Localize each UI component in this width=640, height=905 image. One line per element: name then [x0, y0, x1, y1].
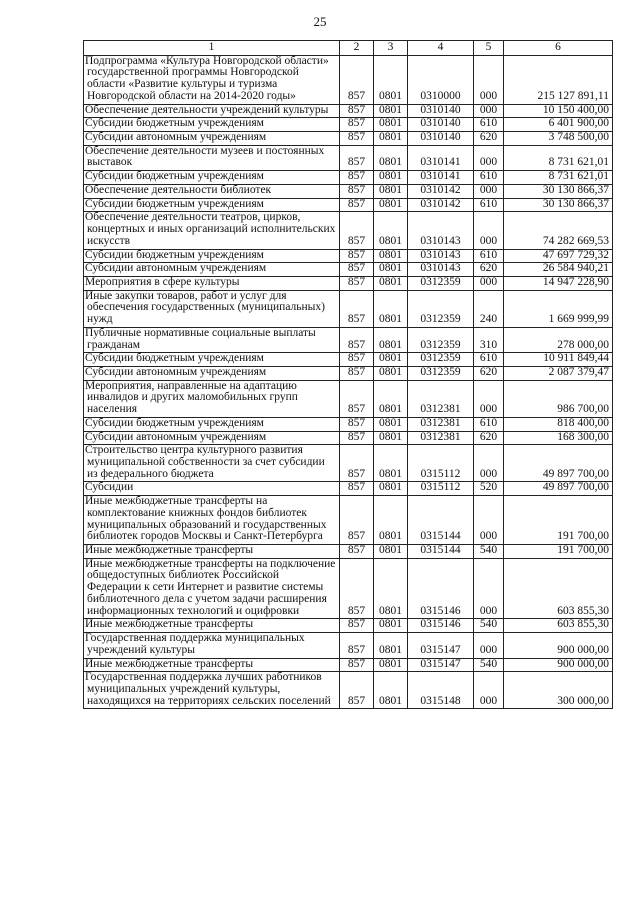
section-code-cell: 0801	[374, 118, 408, 132]
ministry-code-cell: 857	[340, 132, 374, 146]
expense-type-cell: 000	[474, 672, 504, 709]
amount-cell: 191 700,00	[504, 545, 613, 559]
target-article-cell: 0312359	[408, 290, 474, 327]
section-code-cell: 0801	[374, 482, 408, 496]
table-row	[84, 171, 613, 185]
table-row	[84, 658, 613, 672]
target-article-cell: 0310142	[408, 198, 474, 212]
ministry-code-cell: 857	[340, 417, 374, 431]
expense-type-cell: 620	[474, 132, 504, 146]
section-code-cell: 0801	[374, 104, 408, 118]
expense-type-cell: 610	[474, 118, 504, 132]
column-header: 2	[340, 41, 374, 56]
ministry-code-cell: 857	[340, 619, 374, 633]
section-code-cell: 0801	[374, 353, 408, 367]
section-code-cell: 0801	[374, 545, 408, 559]
amount-cell: 818 400,00	[504, 417, 613, 431]
target-article-cell: 0310141	[408, 145, 474, 170]
amount-cell: 168 300,00	[504, 431, 613, 445]
expense-name-cell: Обеспечение деятельности библиотек	[84, 184, 340, 198]
section-code-cell: 0801	[374, 290, 408, 327]
table-row	[84, 132, 613, 146]
section-code-cell: 0801	[374, 55, 408, 104]
section-code-cell: 0801	[374, 558, 408, 619]
ministry-code-cell: 857	[340, 118, 374, 132]
amount-cell: 278 000,00	[504, 327, 613, 352]
expense-type-cell: 610	[474, 353, 504, 367]
table-row	[84, 366, 613, 380]
section-code-cell: 0801	[374, 171, 408, 185]
expense-name-cell: Обеспечение деятельности учреждений культуры	[84, 104, 340, 118]
ministry-code-cell: 857	[340, 198, 374, 212]
expense-type-cell: 610	[474, 198, 504, 212]
expense-type-cell: 000	[474, 212, 504, 249]
amount-cell: 191 700,00	[504, 496, 613, 545]
target-article-cell: 0312359	[408, 353, 474, 367]
ministry-code-cell: 857	[340, 366, 374, 380]
amount-cell: 49 897 700,00	[504, 482, 613, 496]
amount-cell: 74 282 669,53	[504, 212, 613, 249]
section-code-cell: 0801	[374, 263, 408, 277]
expense-name-cell: Строительство центра культурного развития муниципальной собственности за счет субсидии из федерального бюджета	[84, 445, 340, 482]
amount-cell: 49 897 700,00	[504, 445, 613, 482]
section-code-cell: 0801	[374, 132, 408, 146]
amount-cell: 603 855,30	[504, 558, 613, 619]
column-header: 4	[408, 41, 474, 56]
target-article-cell: 0310140	[408, 118, 474, 132]
section-code-cell: 0801	[374, 212, 408, 249]
expense-name-cell: Обеспечение деятельности музеев и постоянных выставок	[84, 145, 340, 170]
ministry-code-cell: 857	[340, 145, 374, 170]
amount-cell: 900 000,00	[504, 658, 613, 672]
section-code-cell: 0801	[374, 249, 408, 263]
expense-type-cell: 000	[474, 184, 504, 198]
expense-name-cell: Обеспечение деятельности театров, цирков, концертных и иных организаций исполнительских искусств	[84, 212, 340, 249]
target-article-cell: 0310143	[408, 249, 474, 263]
section-code-cell: 0801	[374, 184, 408, 198]
expense-name-cell: Иные межбюджетные трансферты	[84, 619, 340, 633]
section-code-cell: 0801	[374, 658, 408, 672]
table-row	[84, 184, 613, 198]
table-row	[84, 353, 613, 367]
ministry-code-cell: 857	[340, 327, 374, 352]
amount-cell: 14 947 228,90	[504, 276, 613, 290]
expense-type-cell: 000	[474, 633, 504, 658]
target-article-cell: 0315112	[408, 445, 474, 482]
target-article-cell: 0315144	[408, 496, 474, 545]
table-row	[84, 431, 613, 445]
amount-cell: 986 700,00	[504, 380, 613, 417]
section-code-cell: 0801	[374, 145, 408, 170]
target-article-cell: 0312381	[408, 380, 474, 417]
ministry-code-cell: 857	[340, 672, 374, 709]
expense-name-cell: Публичные нормативные социальные выплаты гражданам	[84, 327, 340, 352]
expense-type-cell: 540	[474, 658, 504, 672]
ministry-code-cell: 857	[340, 290, 374, 327]
expense-name-cell: Мероприятия, направленные на адаптацию инвалидов и других маломобильных групп населения	[84, 380, 340, 417]
ministry-code-cell: 857	[340, 445, 374, 482]
section-code-cell: 0801	[374, 619, 408, 633]
section-code-cell: 0801	[374, 327, 408, 352]
table-row	[84, 118, 613, 132]
ministry-code-cell: 857	[340, 212, 374, 249]
table-row	[84, 249, 613, 263]
expense-type-cell: 540	[474, 545, 504, 559]
amount-cell: 10 911 849,44	[504, 353, 613, 367]
amount-cell: 3 748 500,00	[504, 132, 613, 146]
table-row	[84, 212, 613, 249]
section-code-cell: 0801	[374, 198, 408, 212]
amount-cell: 215 127 891,11	[504, 55, 613, 104]
table-row	[84, 55, 613, 104]
column-header: 6	[504, 41, 613, 56]
target-article-cell: 0310000	[408, 55, 474, 104]
amount-cell: 30 130 866,37	[504, 198, 613, 212]
expense-name-cell: Субсидии автономным учреждениям	[84, 366, 340, 380]
target-article-cell: 0315112	[408, 482, 474, 496]
expense-type-cell: 000	[474, 380, 504, 417]
expense-type-cell: 620	[474, 431, 504, 445]
amount-cell: 47 697 729,32	[504, 249, 613, 263]
section-code-cell: 0801	[374, 276, 408, 290]
expense-name-cell: Субсидии бюджетным учреждениям	[84, 417, 340, 431]
expense-type-cell: 000	[474, 558, 504, 619]
target-article-cell: 0315147	[408, 633, 474, 658]
target-article-cell: 0312359	[408, 366, 474, 380]
expense-type-cell: 540	[474, 619, 504, 633]
amount-cell: 1 669 999,99	[504, 290, 613, 327]
amount-cell: 30 130 866,37	[504, 184, 613, 198]
expense-name-cell: Иные межбюджетные трансферты на подключение общедоступных библиотек Российской Федерации к сети Интернет и развитие системы библиотечного дела с учетом задачи расширения информационных технологий и оцифровки	[84, 558, 340, 619]
target-article-cell: 0315148	[408, 672, 474, 709]
expense-type-cell: 000	[474, 445, 504, 482]
amount-cell: 2 087 379,47	[504, 366, 613, 380]
target-article-cell: 0312381	[408, 431, 474, 445]
section-code-cell: 0801	[374, 633, 408, 658]
target-article-cell: 0315146	[408, 619, 474, 633]
expense-name-cell: Мероприятия в сфере культуры	[84, 276, 340, 290]
expense-type-cell: 240	[474, 290, 504, 327]
table-row	[84, 417, 613, 431]
table-row	[84, 104, 613, 118]
amount-cell: 6 401 900,00	[504, 118, 613, 132]
expense-name-cell: Субсидии бюджетным учреждениям	[84, 198, 340, 212]
amount-cell: 8 731 621,01	[504, 171, 613, 185]
table-row	[84, 327, 613, 352]
budget-table	[83, 40, 613, 709]
expense-name-cell: Подпрограмма «Культура Новгородской области» государственной программы Новгородской области «Развитие культуры и туризма Новгородской области на 2014-2020 годы»	[84, 55, 340, 104]
expense-name-cell: Субсидии бюджетным учреждениям	[84, 249, 340, 263]
ministry-code-cell: 857	[340, 482, 374, 496]
target-article-cell: 0310143	[408, 263, 474, 277]
expense-type-cell: 620	[474, 263, 504, 277]
expense-name-cell: Иные закупки товаров, работ и услуг для обеспечения государственных (муниципальных) нужд	[84, 290, 340, 327]
amount-cell: 8 731 621,01	[504, 145, 613, 170]
target-article-cell: 0315144	[408, 545, 474, 559]
ministry-code-cell: 857	[340, 658, 374, 672]
section-code-cell: 0801	[374, 672, 408, 709]
ministry-code-cell: 857	[340, 545, 374, 559]
expense-type-cell: 000	[474, 496, 504, 545]
expense-type-cell: 610	[474, 249, 504, 263]
table-row	[84, 145, 613, 170]
table-row	[84, 672, 613, 709]
ministry-code-cell: 857	[340, 496, 374, 545]
ministry-code-cell: 857	[340, 249, 374, 263]
target-article-cell: 0312359	[408, 276, 474, 290]
expense-type-cell: 000	[474, 104, 504, 118]
target-article-cell: 0310143	[408, 212, 474, 249]
amount-cell: 26 584 940,21	[504, 263, 613, 277]
column-header: 5	[474, 41, 504, 56]
ministry-code-cell: 857	[340, 171, 374, 185]
section-code-cell: 0801	[374, 445, 408, 482]
target-article-cell: 0310141	[408, 171, 474, 185]
target-article-cell: 0315146	[408, 558, 474, 619]
target-article-cell: 0312381	[408, 417, 474, 431]
table-row	[84, 263, 613, 277]
expense-name-cell: Иные межбюджетные трансферты	[84, 545, 340, 559]
page-number: 25	[313, 14, 327, 29]
expense-type-cell: 520	[474, 482, 504, 496]
ministry-code-cell: 857	[340, 633, 374, 658]
expense-type-cell: 610	[474, 171, 504, 185]
table-row	[84, 633, 613, 658]
table-row	[84, 290, 613, 327]
ministry-code-cell: 857	[340, 55, 374, 104]
ministry-code-cell: 857	[340, 104, 374, 118]
ministry-code-cell: 857	[340, 558, 374, 619]
ministry-code-cell: 857	[340, 353, 374, 367]
amount-cell: 300 000,00	[504, 672, 613, 709]
expense-name-cell: Государственная поддержка муниципальных учреждений культуры	[84, 633, 340, 658]
column-number-row	[84, 41, 613, 56]
ministry-code-cell: 857	[340, 276, 374, 290]
expense-name-cell: Иные межбюджетные трансферты	[84, 658, 340, 672]
table-row	[84, 558, 613, 619]
expense-name-cell: Субсидии автономным учреждениям	[84, 132, 340, 146]
expense-name-cell: Субсидии бюджетным учреждениям	[84, 118, 340, 132]
target-article-cell: 0315147	[408, 658, 474, 672]
expense-name-cell: Субсидии бюджетным учреждениям	[84, 353, 340, 367]
expense-type-cell: 610	[474, 417, 504, 431]
table-row	[84, 445, 613, 482]
section-code-cell: 0801	[374, 431, 408, 445]
column-header: 3	[374, 41, 408, 56]
target-article-cell: 0310140	[408, 104, 474, 118]
table-row	[84, 276, 613, 290]
ministry-code-cell: 857	[340, 380, 374, 417]
table-row	[84, 198, 613, 212]
section-code-cell: 0801	[374, 496, 408, 545]
table-row	[84, 380, 613, 417]
section-code-cell: 0801	[374, 366, 408, 380]
amount-cell: 603 855,30	[504, 619, 613, 633]
expense-type-cell: 620	[474, 366, 504, 380]
expense-type-cell: 310	[474, 327, 504, 352]
expense-name-cell: Субсидии	[84, 482, 340, 496]
ministry-code-cell: 857	[340, 184, 374, 198]
expense-type-cell: 000	[474, 55, 504, 104]
expense-name-cell: Субсидии бюджетным учреждениям	[84, 171, 340, 185]
expense-type-cell: 000	[474, 145, 504, 170]
ministry-code-cell: 857	[340, 263, 374, 277]
amount-cell: 10 150 400,00	[504, 104, 613, 118]
ministry-code-cell: 857	[340, 431, 374, 445]
section-code-cell: 0801	[374, 417, 408, 431]
target-article-cell: 0312359	[408, 327, 474, 352]
target-article-cell: 0310140	[408, 132, 474, 146]
section-code-cell: 0801	[374, 380, 408, 417]
table-row	[84, 545, 613, 559]
column-header: 1	[84, 41, 340, 56]
target-article-cell: 0310142	[408, 184, 474, 198]
expense-name-cell: Иные межбюджетные трансферты на комплектование книжных фондов библиотек муниципальных образований и государственных библиотек городов Москвы и Санкт-Петербурга	[84, 496, 340, 545]
table-body	[84, 55, 613, 709]
expense-name-cell: Государственная поддержка лучших работников муниципальных учреждений культуры, находящихся на территориях сельских поселений	[84, 672, 340, 709]
table-row	[84, 482, 613, 496]
expense-type-cell: 000	[474, 276, 504, 290]
table-row	[84, 496, 613, 545]
expense-name-cell: Субсидии автономным учреждениям	[84, 431, 340, 445]
expense-name-cell: Субсидии автономным учреждениям	[84, 263, 340, 277]
amount-cell: 900 000,00	[504, 633, 613, 658]
table-row	[84, 619, 613, 633]
